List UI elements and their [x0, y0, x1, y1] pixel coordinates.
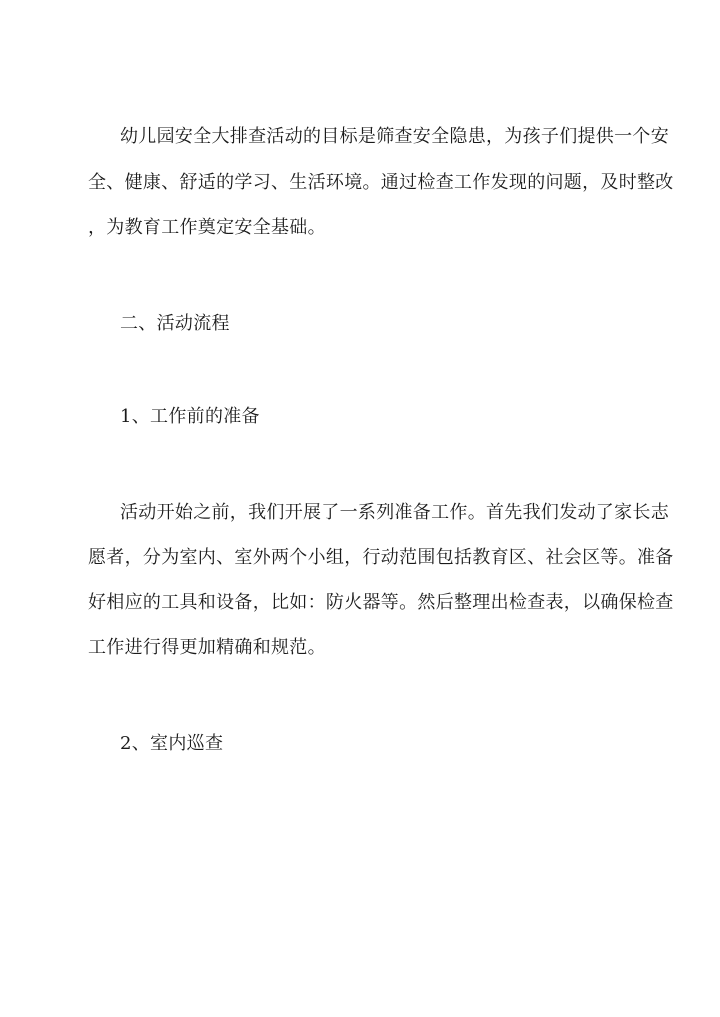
paragraph-preparation-line-4: 工作进行得更加精确和规范。 [88, 637, 326, 658]
paragraph-goal-line-3: ，为教育工作奠定安全基础。 [88, 217, 326, 238]
paragraph-preparation-line-3: 好相应的工具和设备，比如：防火器等。然后整理出检查表，以确保检查 [88, 592, 674, 613]
subheading-preparation: 1、工作前的准备 [120, 406, 260, 427]
subheading-indoor-inspection: 2、室内巡查 [120, 733, 224, 754]
paragraph-goal-line-2: 全、健康、舒适的学习、生活环境。通过检查工作发现的问题，及时整改 [88, 172, 674, 193]
paragraph-preparation-line-1: 活动开始之前，我们开展了一系列准备工作。首先我们发动了家长志 [120, 502, 669, 523]
paragraph-preparation-line-2: 愿者，分为室内、室外两个小组，行动范围包括教育区、社会区等。准备 [88, 547, 674, 568]
paragraph-goal-line-1: 幼儿园安全大排查活动的目标是筛查安全隐患，为孩子们提供一个安 [120, 126, 669, 147]
section-heading-activity-process: 二、活动流程 [120, 313, 230, 334]
